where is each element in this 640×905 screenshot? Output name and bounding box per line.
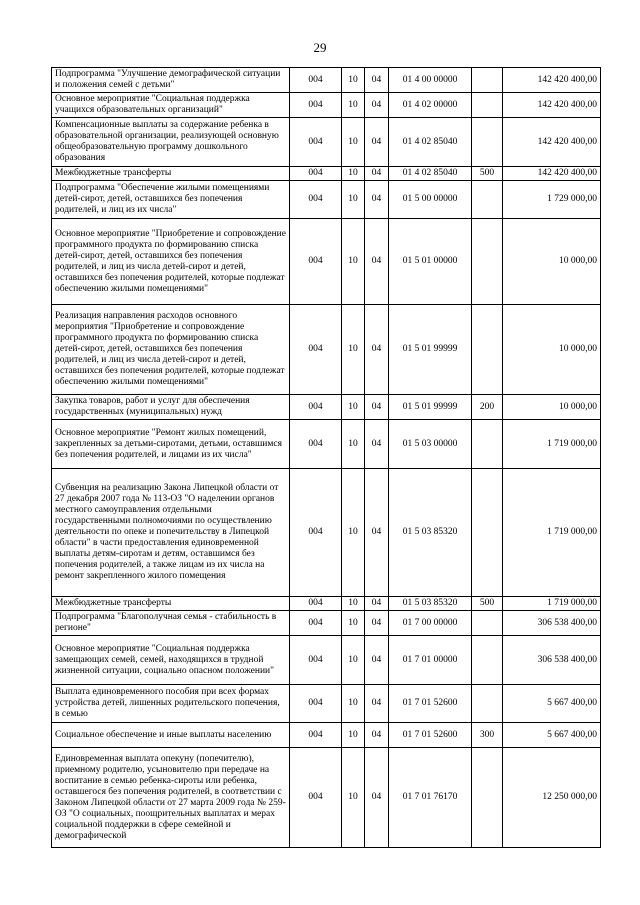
row-name: Социальное обеспечение и иные выплаты населению (52, 723, 290, 748)
row-amount: 142 420 400,00 (503, 93, 601, 118)
row-target-code: 01 7 01 00000 (389, 636, 472, 685)
row-section: 10 (342, 305, 365, 395)
row-section: 10 (342, 118, 365, 167)
row-name: Основное мероприятие "Ремонт жилых помещений, закрепленных за детьми-сиротами, детьми, оставшимся без попечения родителей, и лицами из их числа" (52, 420, 290, 469)
row-ministry: 004 (290, 597, 342, 611)
row-expense-type: 500 (472, 167, 503, 181)
row-expense-type (472, 611, 503, 636)
row-section: 10 (342, 469, 365, 597)
row-target-code: 01 7 00 00000 (389, 611, 472, 636)
row-target-code: 01 5 00 00000 (389, 181, 472, 219)
row-subsection: 04 (365, 748, 389, 848)
row-ministry: 004 (290, 68, 342, 93)
row-subsection: 04 (365, 611, 389, 636)
row-amount: 5 667 400,00 (503, 685, 601, 723)
row-target-code: 01 5 03 85320 (389, 469, 472, 597)
row-expense-type (472, 93, 503, 118)
table-row (52, 167, 601, 181)
row-expense-type (472, 219, 503, 305)
row-subsection: 04 (365, 395, 389, 420)
row-ministry: 004 (290, 118, 342, 167)
table-row (52, 597, 601, 611)
row-subsection: 04 (365, 93, 389, 118)
row-section: 10 (342, 68, 365, 93)
table-row (52, 636, 601, 685)
row-amount: 1 719 000,00 (503, 597, 601, 611)
row-target-code: 01 5 03 85320 (389, 597, 472, 611)
row-name: Реализация направления расходов основного мероприятия "Приобретение и сопровождение программного продукта по формированию списка детей-сирот, детей, оставшихся без попечения родителей, и лиц из числа детей-сирот и детей, оставшихся без попечения родителей, которые подлежат обеспечению жилыми помещениями" (52, 305, 290, 395)
row-expense-type (472, 636, 503, 685)
row-target-code: 01 4 00 00000 (389, 68, 472, 93)
row-target-code: 01 4 02 85040 (389, 118, 472, 167)
row-amount: 1 719 000,00 (503, 469, 601, 597)
row-target-code: 01 5 01 99999 (389, 395, 472, 420)
row-amount: 142 420 400,00 (503, 167, 601, 181)
row-expense-type (472, 68, 503, 93)
row-expense-type (472, 420, 503, 469)
row-expense-type (472, 181, 503, 219)
row-subsection: 04 (365, 597, 389, 611)
row-subsection: 04 (365, 118, 389, 167)
table-row (52, 611, 601, 636)
row-ministry: 004 (290, 395, 342, 420)
row-section: 10 (342, 420, 365, 469)
row-amount: 306 538 400,00 (503, 636, 601, 685)
table-row (52, 395, 601, 420)
table-row (52, 68, 601, 93)
row-ministry: 004 (290, 219, 342, 305)
row-section: 10 (342, 219, 365, 305)
table-row (52, 685, 601, 723)
row-target-code: 01 7 01 52600 (389, 723, 472, 748)
row-subsection: 04 (365, 167, 389, 181)
row-ministry: 004 (290, 748, 342, 848)
row-subsection: 04 (365, 219, 389, 305)
row-subsection: 04 (365, 723, 389, 748)
row-ministry: 004 (290, 685, 342, 723)
row-name: Компенсационные выплаты за содержание ребенка в образовательной организации, реализующей основную общеобразовательную программу дошкольного образования (52, 118, 290, 167)
row-ministry: 004 (290, 420, 342, 469)
row-expense-type: 200 (472, 395, 503, 420)
row-amount: 142 420 400,00 (503, 68, 601, 93)
row-subsection: 04 (365, 469, 389, 597)
row-expense-type: 500 (472, 597, 503, 611)
table-row (52, 748, 601, 848)
row-subsection: 04 (365, 305, 389, 395)
row-ministry: 004 (290, 93, 342, 118)
row-name: Основное мероприятие "Социальная поддержка замещающих семей, семей, находящихся в трудной жизненной ситуации, социально опасном положении" (52, 636, 290, 685)
budget-table (51, 67, 601, 848)
row-target-code: 01 4 02 00000 (389, 93, 472, 118)
row-ministry: 004 (290, 181, 342, 219)
row-name: Основное мероприятие "Приобретение и сопровождение программного продукта по формированию списка детей-сирот, детей, оставшихся без попечения родителей, и лиц из числа детей-сирот и детей, оставшихся без попечения родителей, которые подлежат обеспечению жилыми помещениями" (52, 219, 290, 305)
table-row (52, 420, 601, 469)
row-ministry: 004 (290, 305, 342, 395)
row-target-code: 01 7 01 76170 (389, 748, 472, 848)
row-section: 10 (342, 748, 365, 848)
row-subsection: 04 (365, 685, 389, 723)
row-section: 10 (342, 167, 365, 181)
row-subsection: 04 (365, 636, 389, 685)
row-section: 10 (342, 597, 365, 611)
row-target-code: 01 7 01 52600 (389, 685, 472, 723)
row-name: Субвенция на реализацию Закона Липецкой области от 27 декабря 2007 года № 113-ОЗ "О наделении органов местного самоуправления отдельными государственными полномочиями по осуществлению деятельности по опеке и попечительству в Липецкой области" в части предоставления единовременной выплаты детям-сиротам и детям, оставшимся без попечения родителей, а также лицам из их числа на ремонт закрепленного жилого помещения (52, 469, 290, 597)
row-amount: 1 719 000,00 (503, 420, 601, 469)
row-ministry: 004 (290, 636, 342, 685)
row-target-code: 01 5 01 99999 (389, 305, 472, 395)
row-section: 10 (342, 93, 365, 118)
row-subsection: 04 (365, 420, 389, 469)
row-expense-type (472, 748, 503, 848)
row-expense-type (472, 469, 503, 597)
row-section: 10 (342, 395, 365, 420)
row-target-code: 01 5 01 00000 (389, 219, 472, 305)
row-ministry: 004 (290, 167, 342, 181)
row-section: 10 (342, 181, 365, 219)
table-row (52, 93, 601, 118)
table-row (52, 181, 601, 219)
row-amount: 10 000,00 (503, 395, 601, 420)
row-section: 10 (342, 723, 365, 748)
row-ministry: 004 (290, 469, 342, 597)
row-subsection: 04 (365, 68, 389, 93)
row-name: Подпрограмма "Благополучная семья - стабильность в регионе" (52, 611, 290, 636)
row-expense-type: 300 (472, 723, 503, 748)
table-row (52, 723, 601, 748)
row-amount: 142 420 400,00 (503, 118, 601, 167)
row-name: Единовременная выплата опекуну (попечителю), приемному родителю, усыновителю при передаче на воспитание в семью ребенка-сироты или ребенка, оставшегося без попечения родителей, в соответствии с Законом Липецкой области от 27 марта 2009 года № 259-ОЗ "О социальных, поощрительных выплатах и мерах социальной поддержки в сфере семейной и демографической (52, 748, 290, 848)
row-expense-type (472, 118, 503, 167)
row-name: Выплата единовременного пособия при всех формах устройства детей, лишенных родительского попечения, в семью (52, 685, 290, 723)
row-section: 10 (342, 611, 365, 636)
row-name: Подпрограмма "Обеспечение жилыми помещениями детей-сирот, детей, оставшихся без попечения родителей, и лиц из их числа" (52, 181, 290, 219)
row-expense-type (472, 685, 503, 723)
row-amount: 10 000,00 (503, 219, 601, 305)
row-amount: 5 667 400,00 (503, 723, 601, 748)
row-ministry: 004 (290, 611, 342, 636)
row-ministry: 004 (290, 723, 342, 748)
row-name: Межбюджетные трансферты (52, 167, 290, 181)
row-name: Закупка товаров, работ и услуг для обеспечения государственных (муниципальных) нужд (52, 395, 290, 420)
table-row (52, 305, 601, 395)
row-amount: 10 000,00 (503, 305, 601, 395)
row-target-code: 01 5 03 00000 (389, 420, 472, 469)
table-row (52, 469, 601, 597)
row-section: 10 (342, 685, 365, 723)
row-amount: 1 729 000,00 (503, 181, 601, 219)
table-row (52, 219, 601, 305)
row-expense-type (472, 305, 503, 395)
row-amount: 306 538 400,00 (503, 611, 601, 636)
row-name: Основное мероприятие "Социальная поддержка учащихся образовательных организаций" (52, 93, 290, 118)
row-name: Межбюджетные трансферты (52, 597, 290, 611)
row-amount: 12 250 000,00 (503, 748, 601, 848)
row-subsection: 04 (365, 181, 389, 219)
row-name: Подпрограмма "Улучшение демографической ситуации и положения семей с детьми" (52, 68, 290, 93)
page-number: 29 (313, 40, 327, 55)
row-section: 10 (342, 636, 365, 685)
row-target-code: 01 4 02 85040 (389, 167, 472, 181)
table-row (52, 118, 601, 167)
